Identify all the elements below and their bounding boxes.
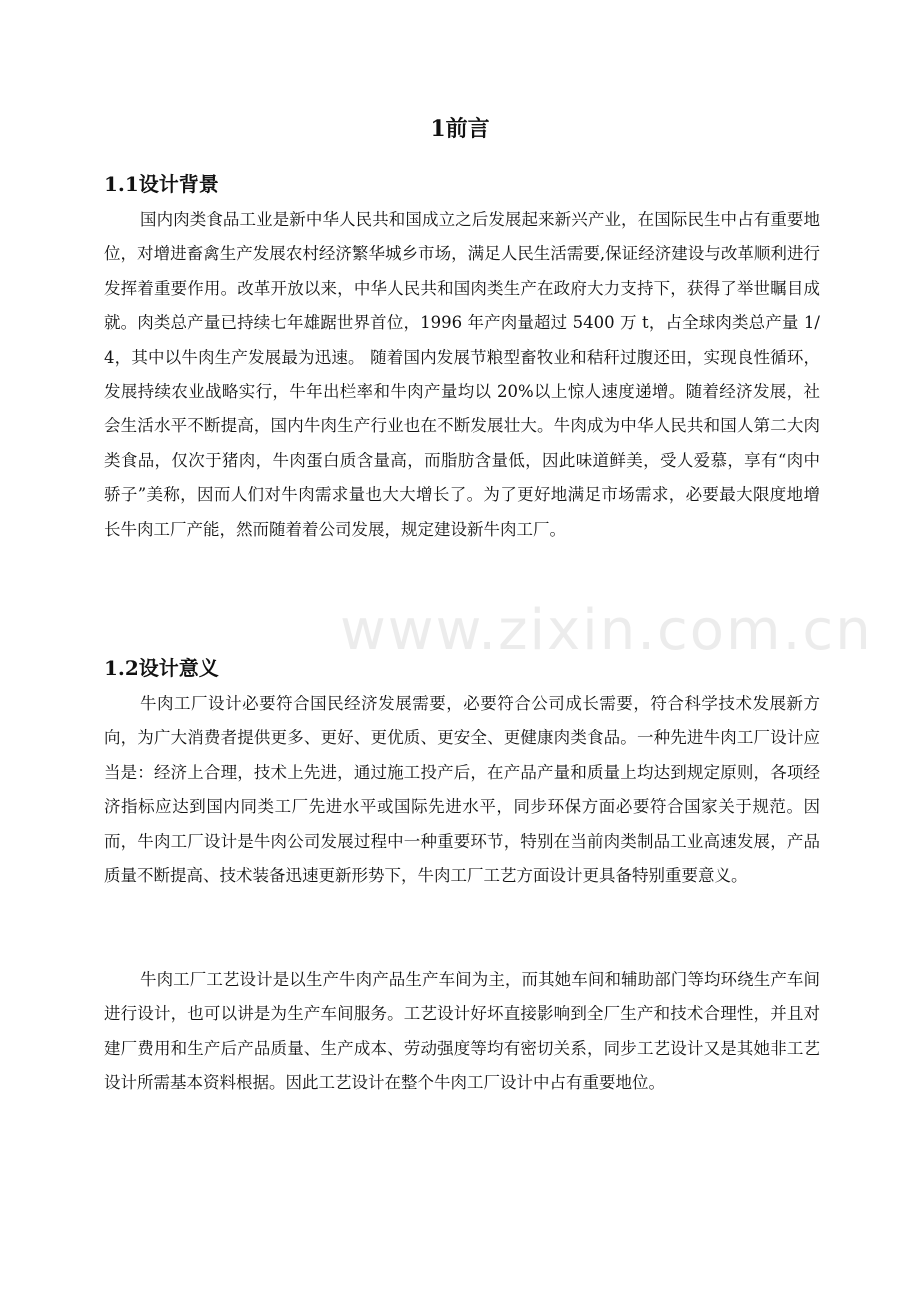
- section-heading-1-1: 1.1设计背景: [104, 172, 219, 196]
- section-heading-1-2: 1.2设计意义: [104, 656, 219, 680]
- watermark-text: www.zixin.com.cn: [340, 598, 873, 663]
- chapter-title: 1前言: [430, 116, 490, 142]
- paragraph-significance-2: 牛肉工厂工艺设计是以生产牛肉产品生产车间为主，而其她车间和辅助部门等均环绕生产车间进行设计，也可以讲是为生产车间服务。工艺设计好坏直接影响到全厂生产和技术合理性，并且对建厂费用和生产后产品质量、生产成本、劳动强度等均有密切关系，同步工艺设计又是其她非工艺设计所需基本资料根据。因此工艺设计在整个牛肉工厂设计中占有重要地位。: [104, 970, 820, 1093]
- paragraph-background: 国内肉类食品工业是新中华人民共和国成立之后发展起来新兴产业，在国际民生中占有重要地位，对增进畜禽生产发展农村经济繁华城乡市场，满足人民生活需要,保证经济建设与改革顺利进行发挥着重要作用。改革开放以来，中华人民共和国肉类生产在政府大力支持下，获得了举世瞩目成就。肉类总产量已持续七年雄踞世界首位，1996 年产肉量超过 5400 万 t，占全球肉类总产量 1/4，其中以牛肉生产发展最为迅速。 随着国内发展节粮型畜牧业和秸秆过腹还田，实现良性循环，发展持续农业战略实行，牛年出栏率和牛肉产量均以 20%以上惊人速度递增。随着经济发展，社会生活水平不断提高，国内牛肉生产行业也在不断发展壮大。牛肉成为中华人民共和国人第二大肉类食品，仅次于猪肉，牛肉蛋白质含量高，而脂肪含量低，因此味道鲜美，受人爱慕，享有“肉中骄子”美称，因而人们对牛肉需求量也大大增长了。为了更好地满足市场需求，必要最大限度地增长牛肉工厂产能，然而随着着公司发展，规定建设新牛肉工厂。: [104, 210, 820, 539]
- paragraph-significance-1: 牛肉工厂设计必要符合国民经济发展需要，必要符合公司成长需要，符合科学技术发展新方向，为广大消费者提供更多、更好、更优质、更安全、更健康肉类食品。一种先进牛肉工厂设计应当是：经济上合理，技术上先进，通过施工投产后，在产品产量和质量上均达到规定原则，各项经济指标应达到国内同类工厂先进水平或国际先进水平，同步环保方面必要符合国家关于规范。因而，牛肉工厂设计是牛肉公司发展过程中一种重要环节，特别在当前肉类制品工业高速发展，产品质量不断提高、技术装备迅速更新形势下，牛肉工厂工艺方面设计更具备特别重要意义。: [104, 694, 820, 886]
